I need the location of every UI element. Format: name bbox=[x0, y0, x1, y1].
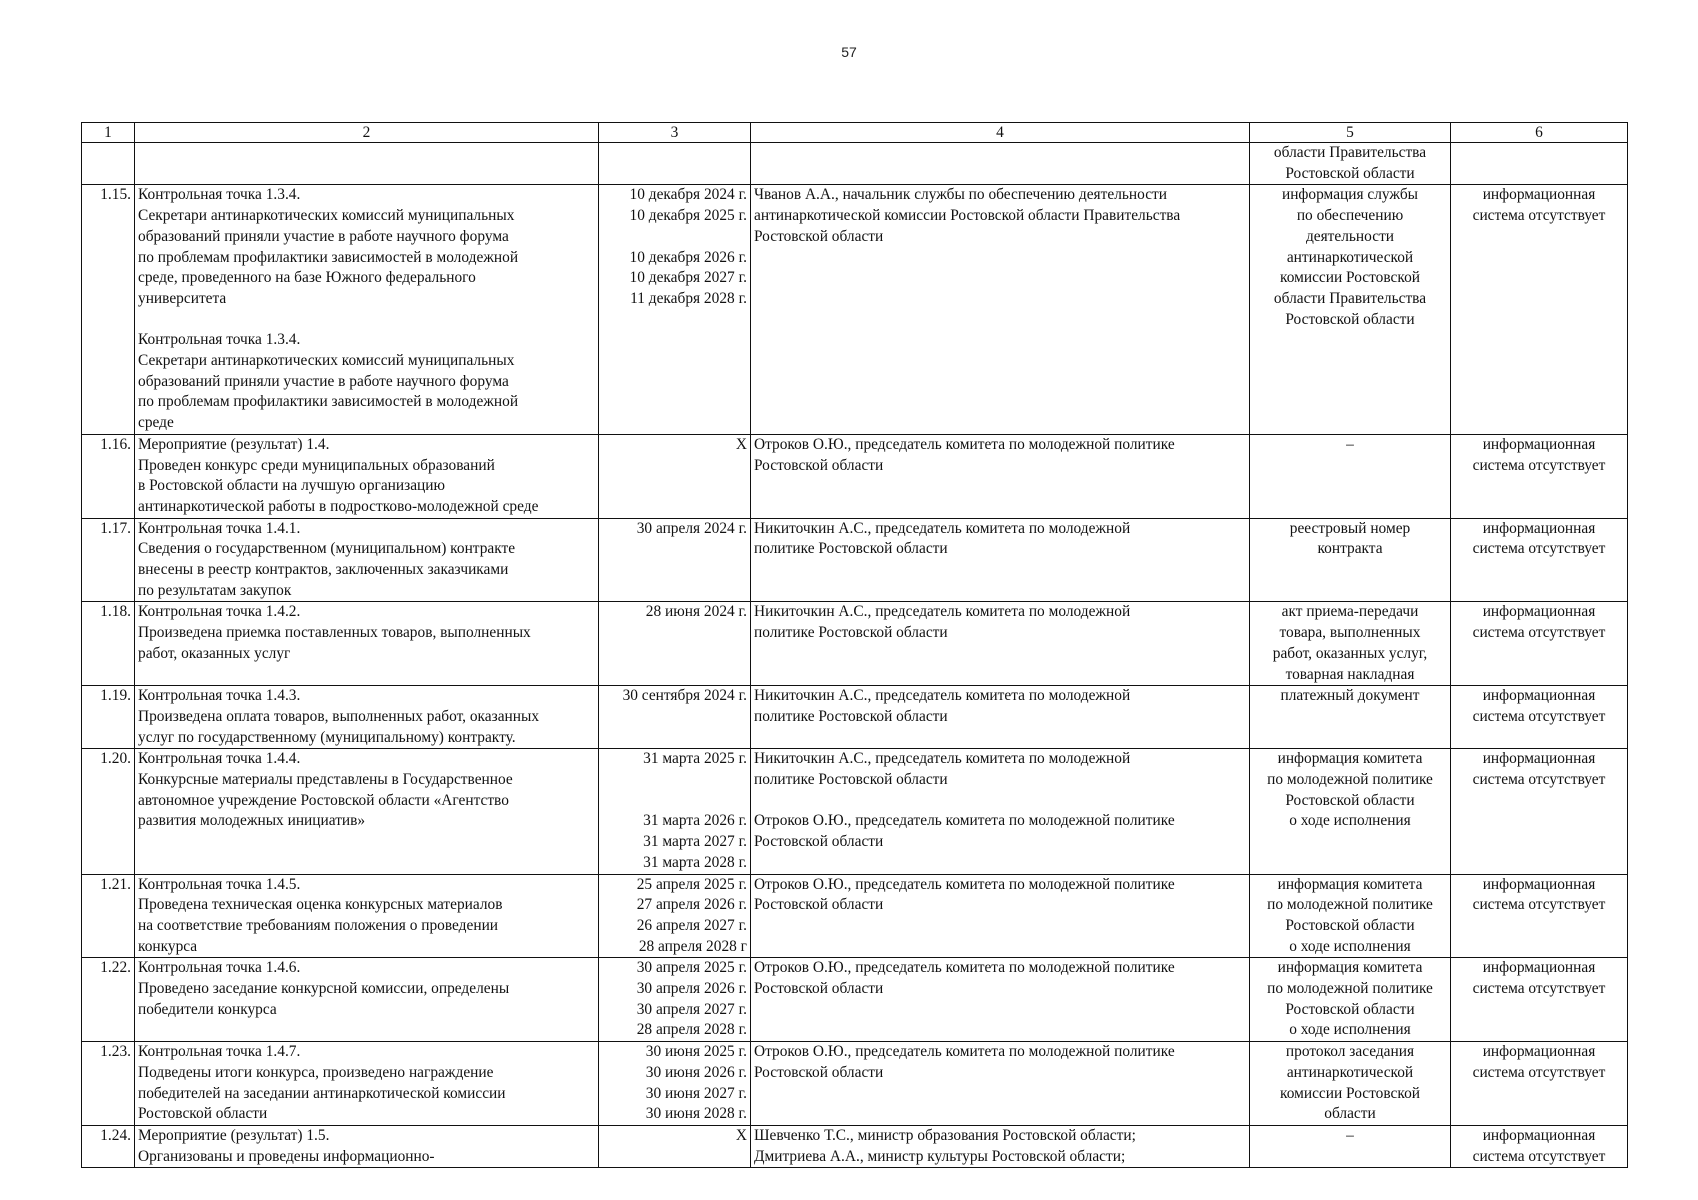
text-line: система отсутствует bbox=[1472, 980, 1606, 998]
cell-responsible bbox=[751, 434, 1250, 518]
text-line: информационная bbox=[1482, 1043, 1596, 1061]
cell-deadline bbox=[599, 749, 751, 874]
cell-number: 1.24. bbox=[82, 1126, 135, 1168]
text-line: система отсутствует bbox=[1472, 624, 1606, 642]
text-line: информационная bbox=[1482, 750, 1596, 768]
text-line: автономное учреждение Ростовской области «Агентство bbox=[138, 791, 509, 809]
text-line: информация комитета bbox=[1277, 875, 1423, 893]
text-line: Секретари антинаркотических комиссий муниципальных bbox=[138, 352, 515, 370]
text-line: 31 марта 2028 г. bbox=[643, 853, 747, 871]
text-line: Контрольная точка 1.4.2. bbox=[138, 603, 301, 621]
text-line: по результатам закупок bbox=[138, 581, 292, 599]
cell-deadline bbox=[599, 434, 751, 518]
table-row bbox=[82, 185, 1628, 434]
text-line: образований приняли участие в работе научного форума bbox=[138, 227, 509, 245]
text-line: образований приняли участие в работе научного форума bbox=[138, 372, 509, 390]
blank-line bbox=[602, 227, 747, 248]
text-line: деятельности bbox=[1305, 227, 1395, 245]
text-line: услуг по государственному (муниципальному) контракту. bbox=[138, 728, 516, 746]
text-line: Отроков О.Ю., председатель комитета по молодежной политике bbox=[754, 812, 1175, 830]
text-line: победителей на заседании антинаркотической комиссии bbox=[138, 1084, 506, 1102]
text-line: 10 декабря 2026 г. bbox=[629, 248, 747, 266]
header-row bbox=[82, 123, 1628, 143]
text-line: Секретари антинаркотических комиссий муниципальных bbox=[138, 207, 515, 225]
cell-info-system bbox=[1451, 143, 1628, 185]
cell-responsible bbox=[751, 958, 1250, 1042]
text-line: по молодежной политике bbox=[1267, 771, 1433, 789]
text-line: комиссии Ростовской bbox=[1280, 269, 1420, 287]
text-line: Проведено заседание конкурсной комиссии, определены bbox=[138, 980, 510, 998]
blank-line bbox=[602, 770, 747, 791]
text-line: информация комитета bbox=[1277, 959, 1423, 977]
cell-responsible bbox=[751, 185, 1250, 434]
cell-deadline bbox=[599, 143, 751, 185]
text-line: 30 апреля 2027 г. bbox=[636, 1000, 747, 1018]
cell-number: 1.17. bbox=[82, 518, 135, 602]
table-row bbox=[82, 749, 1628, 874]
text-line: работ, оказанных услуг bbox=[138, 644, 291, 662]
text-line: – bbox=[1346, 1127, 1354, 1144]
text-line: 31 марта 2026 г. bbox=[643, 812, 747, 830]
cell-event bbox=[135, 749, 599, 874]
cell-deadline bbox=[599, 958, 751, 1042]
text-line: 31 марта 2025 г. bbox=[643, 750, 747, 768]
text-line: 10 декабря 2027 г. bbox=[629, 269, 747, 287]
text-line: система отсутствует bbox=[1472, 896, 1606, 914]
text-line: Подведены итоги конкурса, произведено награждение bbox=[138, 1063, 494, 1081]
cell-deadline bbox=[599, 686, 751, 749]
text-line: среде bbox=[138, 414, 174, 432]
cell-number: 1.18. bbox=[82, 602, 135, 686]
cell-responsible bbox=[751, 874, 1250, 958]
table-row bbox=[82, 518, 1628, 602]
cell-responsible bbox=[751, 518, 1250, 602]
text-line: 30 июня 2026 г. bbox=[645, 1063, 747, 1081]
text-line: 26 апреля 2027 г. bbox=[636, 916, 747, 934]
header-col-4: 4 bbox=[751, 123, 1250, 143]
cell-deadline bbox=[599, 874, 751, 958]
cell-event bbox=[135, 602, 599, 686]
cell-event bbox=[135, 518, 599, 602]
blank-line bbox=[138, 310, 595, 331]
text-line: Х bbox=[735, 1127, 747, 1144]
text-line: Ростовской области bbox=[1285, 791, 1415, 809]
cell-event bbox=[135, 874, 599, 958]
text-line: Ростовской области bbox=[1285, 310, 1415, 328]
text-line: товарная накладная bbox=[1285, 665, 1415, 683]
text-line: Шевченко Т.С., министр образования Ростовской области; bbox=[754, 1127, 1136, 1144]
text-line: о ходе исполнения bbox=[1289, 937, 1411, 955]
text-line: политике Ростовской области bbox=[754, 707, 948, 725]
text-line: области bbox=[1324, 1105, 1376, 1123]
text-line: Чванов А.А., начальник службы по обеспечению деятельности bbox=[754, 186, 1167, 204]
text-line: в Ростовской области на лучшую организацию bbox=[138, 477, 446, 495]
text-line: система отсутствует bbox=[1472, 207, 1606, 225]
text-line: Отроков О.Ю., председатель комитета по молодежной политике bbox=[754, 875, 1175, 893]
text-line: контракта bbox=[1317, 540, 1383, 558]
text-line: информационная bbox=[1482, 603, 1596, 621]
text-line: Никиточкин А.С., председатель комитета по молодежной bbox=[754, 750, 1131, 768]
text-line: Мероприятие (результат) 1.4. bbox=[138, 435, 330, 453]
text-line: о ходе исполнения bbox=[1289, 1021, 1411, 1039]
text-line: комиссии Ростовской bbox=[1280, 1084, 1420, 1102]
text-line: информационная bbox=[1482, 687, 1596, 705]
text-line: антинаркотической комиссии Ростовской области Правительства bbox=[754, 207, 1181, 225]
table-body bbox=[82, 143, 1628, 1168]
cell-deadline bbox=[599, 602, 751, 686]
cell-document bbox=[1250, 686, 1451, 749]
table-row bbox=[82, 1126, 1628, 1168]
cell-info-system bbox=[1451, 958, 1628, 1042]
text-line: 27 апреля 2026 г. bbox=[636, 896, 747, 914]
cell-event bbox=[135, 185, 599, 434]
text-line: информационная bbox=[1482, 959, 1596, 977]
text-line: Контрольная точка 1.3.4. bbox=[138, 331, 301, 349]
text-line: 31 марта 2027 г. bbox=[643, 833, 747, 851]
cell-info-system bbox=[1451, 749, 1628, 874]
text-line: система отсутствует bbox=[1472, 1147, 1606, 1165]
plan-table bbox=[81, 122, 1628, 1168]
table-row bbox=[82, 434, 1628, 518]
text-line: 10 декабря 2024 г. bbox=[629, 186, 747, 204]
text-line: Ростовской области bbox=[754, 980, 884, 998]
text-line: Мероприятие (результат) 1.5. bbox=[138, 1127, 330, 1144]
text-line: 25 апреля 2025 г. bbox=[636, 875, 747, 893]
header-col-2: 2 bbox=[135, 123, 599, 143]
text-line: Ростовской области bbox=[1285, 164, 1415, 182]
text-line: Никиточкин А.С., председатель комитета по молодежной bbox=[754, 687, 1131, 705]
cell-event bbox=[135, 1042, 599, 1126]
text-line: Отроков О.Ю., председатель комитета по молодежной политике bbox=[754, 1043, 1175, 1061]
text-line: Ростовской области bbox=[1285, 1000, 1415, 1018]
text-line: информационная bbox=[1482, 435, 1596, 453]
text-line: товара, выполненных bbox=[1279, 624, 1421, 642]
text-line: Х bbox=[735, 435, 747, 453]
cell-number: 1.16. bbox=[82, 434, 135, 518]
text-line: Проведен конкурс среди муниципальных образований bbox=[138, 456, 495, 474]
cell-number: 1.21. bbox=[82, 874, 135, 958]
cell-event bbox=[135, 434, 599, 518]
text-line: политике Ростовской области bbox=[754, 624, 948, 642]
cell-document bbox=[1250, 958, 1451, 1042]
text-line: платежный документ bbox=[1280, 687, 1420, 705]
cell-deadline bbox=[599, 1126, 751, 1168]
cell-number: 1.22. bbox=[82, 958, 135, 1042]
text-line: Произведена оплата товаров, выполненных работ, оказанных bbox=[138, 707, 540, 725]
header-col-6: 6 bbox=[1451, 123, 1628, 143]
text-line: 28 июня 2024 г. bbox=[645, 603, 747, 621]
cell-responsible bbox=[751, 143, 1250, 185]
text-line: работ, оказанных услуг, bbox=[1272, 644, 1428, 662]
text-line: Контрольная точка 1.3.4. bbox=[138, 186, 301, 204]
cell-responsible bbox=[751, 1042, 1250, 1126]
text-line: конкурса bbox=[138, 937, 198, 955]
header-col-5: 5 bbox=[1250, 123, 1451, 143]
text-line: информационная bbox=[1482, 186, 1596, 204]
text-line: система отсутствует bbox=[1472, 707, 1606, 725]
text-line: о ходе исполнения bbox=[1289, 812, 1411, 830]
text-line: Сведения о государственном (муниципальном) контракте bbox=[138, 540, 516, 558]
cell-document bbox=[1250, 1042, 1451, 1126]
text-line: информационная bbox=[1482, 1127, 1596, 1144]
cell-info-system bbox=[1451, 1126, 1628, 1168]
text-line: Контрольная точка 1.4.5. bbox=[138, 875, 301, 893]
text-line: Ростовской области bbox=[754, 833, 884, 851]
text-line: 30 июня 2027 г. bbox=[645, 1084, 747, 1102]
text-line: области Правительства bbox=[1273, 144, 1427, 161]
text-line: по обеспечению bbox=[1296, 207, 1404, 225]
cell-document bbox=[1250, 602, 1451, 686]
text-line: Никиточкин А.С., председатель комитета по молодежной bbox=[754, 519, 1131, 537]
text-line: Контрольная точка 1.4.1. bbox=[138, 519, 301, 537]
text-line: 28 апреля 2028 г bbox=[638, 937, 747, 955]
text-line: антинаркотической bbox=[1286, 248, 1414, 266]
cell-document bbox=[1250, 434, 1451, 518]
text-line: акт приема-передачи bbox=[1281, 603, 1419, 621]
cell-document bbox=[1250, 143, 1451, 185]
text-line: Контрольная точка 1.4.4. bbox=[138, 750, 301, 768]
text-line: развития молодежных инициатив» bbox=[138, 812, 366, 830]
text-line: по молодежной политике bbox=[1267, 980, 1433, 998]
text-line: 30 апреля 2024 г. bbox=[636, 519, 747, 537]
text-line: реестровый номер bbox=[1289, 519, 1411, 537]
text-line: области Правительства bbox=[1273, 289, 1427, 307]
cell-document bbox=[1250, 518, 1451, 602]
text-line: Контрольная точка 1.4.3. bbox=[138, 687, 301, 705]
text-line: университета bbox=[138, 289, 227, 307]
cell-responsible bbox=[751, 1126, 1250, 1168]
cell-event bbox=[135, 1126, 599, 1168]
cell-responsible bbox=[751, 686, 1250, 749]
text-line: Отроков О.Ю., председатель комитета по молодежной политике bbox=[754, 435, 1175, 453]
text-line: Ростовской области bbox=[1285, 916, 1415, 934]
table-row bbox=[82, 143, 1628, 185]
text-line: внесены в реестр контрактов, заключенных заказчиками bbox=[138, 561, 509, 579]
cell-number: 1.15. bbox=[82, 185, 135, 434]
text-line: антинаркотической работы в подростково-молодежной среде bbox=[138, 497, 539, 515]
cell-deadline bbox=[599, 185, 751, 434]
cell-info-system bbox=[1451, 602, 1628, 686]
text-line: 30 июня 2025 г. bbox=[645, 1043, 747, 1061]
text-line: на соответствие требованиям положения о проведении bbox=[138, 916, 499, 934]
text-line: среде, проведенного на базе Южного федерального bbox=[138, 269, 476, 287]
text-line: Ростовской области bbox=[754, 227, 884, 245]
text-line: 30 сентября 2024 г. bbox=[622, 687, 747, 705]
text-line: система отсутствует bbox=[1472, 771, 1606, 789]
cell-info-system bbox=[1451, 1042, 1628, 1126]
text-line: 30 апреля 2025 г. bbox=[636, 959, 747, 977]
header-col-3: 3 bbox=[599, 123, 751, 143]
cell-number: 1.20. bbox=[82, 749, 135, 874]
cell-event bbox=[135, 958, 599, 1042]
table-row bbox=[82, 1042, 1628, 1126]
cell-document bbox=[1250, 185, 1451, 434]
text-line: система отсутствует bbox=[1472, 1063, 1606, 1081]
text-line: Ростовской области bbox=[754, 456, 884, 474]
text-line: Произведена приемка поставленных товаров, выполненных bbox=[138, 624, 531, 642]
text-line: система отсутствует bbox=[1472, 456, 1606, 474]
header-col-1: 1 bbox=[82, 123, 135, 143]
cell-event bbox=[135, 686, 599, 749]
text-line: по проблемам профилактики зависимостей в молодежной bbox=[138, 393, 519, 411]
cell-deadline bbox=[599, 518, 751, 602]
table-row bbox=[82, 686, 1628, 749]
text-line: антинаркотической bbox=[1286, 1063, 1414, 1081]
blank-line bbox=[754, 791, 1246, 812]
cell-document bbox=[1250, 874, 1451, 958]
text-line: Организованы и проведены информационно- bbox=[138, 1147, 435, 1165]
cell-event bbox=[135, 143, 599, 185]
text-line: Отроков О.Ю., председатель комитета по молодежной политике bbox=[754, 959, 1175, 977]
text-line: Ростовской области bbox=[138, 1105, 268, 1123]
page-number: 57 bbox=[841, 44, 857, 60]
cell-deadline bbox=[599, 1042, 751, 1126]
text-line: Ростовской области bbox=[754, 1063, 884, 1081]
cell-info-system bbox=[1451, 874, 1628, 958]
text-line: протокол заседания bbox=[1285, 1043, 1415, 1061]
cell-document bbox=[1250, 749, 1451, 874]
text-line: 11 декабря 2028 г. bbox=[630, 289, 747, 307]
cell-document bbox=[1250, 1126, 1451, 1168]
text-line: Контрольная точка 1.4.6. bbox=[138, 959, 301, 977]
cell-responsible bbox=[751, 602, 1250, 686]
text-line: 28 апреля 2028 г. bbox=[636, 1021, 747, 1039]
text-line: информация службы bbox=[1281, 186, 1419, 204]
text-line: 10 декабря 2025 г. bbox=[629, 207, 747, 225]
text-line: информационная bbox=[1482, 519, 1596, 537]
text-line: политике Ростовской области bbox=[754, 540, 948, 558]
blank-line bbox=[602, 791, 747, 812]
table-row bbox=[82, 602, 1628, 686]
text-line: 30 апреля 2026 г. bbox=[636, 980, 747, 998]
text-line: – bbox=[1346, 435, 1354, 453]
cell-number bbox=[82, 143, 135, 185]
table-row bbox=[82, 874, 1628, 958]
text-line: Дмитриева А.А., министр культуры Ростовской области; bbox=[754, 1147, 1126, 1165]
text-line: 30 июня 2028 г. bbox=[645, 1105, 747, 1123]
text-line: Конкурсные материалы представлены в Государственное bbox=[138, 771, 513, 789]
cell-info-system bbox=[1451, 518, 1628, 602]
cell-info-system bbox=[1451, 185, 1628, 434]
text-line: Никиточкин А.С., председатель комитета по молодежной bbox=[754, 603, 1131, 621]
text-line: Проведена техническая оценка конкурсных материалов bbox=[138, 896, 503, 914]
text-line: политике Ростовской области bbox=[754, 771, 948, 789]
cell-number: 1.23. bbox=[82, 1042, 135, 1126]
text-line: Контрольная точка 1.4.7. bbox=[138, 1043, 301, 1061]
text-line: победители конкурса bbox=[138, 1000, 277, 1018]
text-line: система отсутствует bbox=[1472, 540, 1606, 558]
cell-info-system bbox=[1451, 686, 1628, 749]
text-line: информация комитета bbox=[1277, 750, 1423, 768]
text-line: по молодежной политике bbox=[1267, 896, 1433, 914]
text-line: Ростовской области bbox=[754, 896, 884, 914]
cell-responsible bbox=[751, 749, 1250, 874]
text-line: по проблемам профилактики зависимостей в молодежной bbox=[138, 248, 519, 266]
text-line: информационная bbox=[1482, 875, 1596, 893]
cell-number: 1.19. bbox=[82, 686, 135, 749]
cell-info-system bbox=[1451, 434, 1628, 518]
table-row bbox=[82, 958, 1628, 1042]
table-header bbox=[82, 123, 1628, 143]
